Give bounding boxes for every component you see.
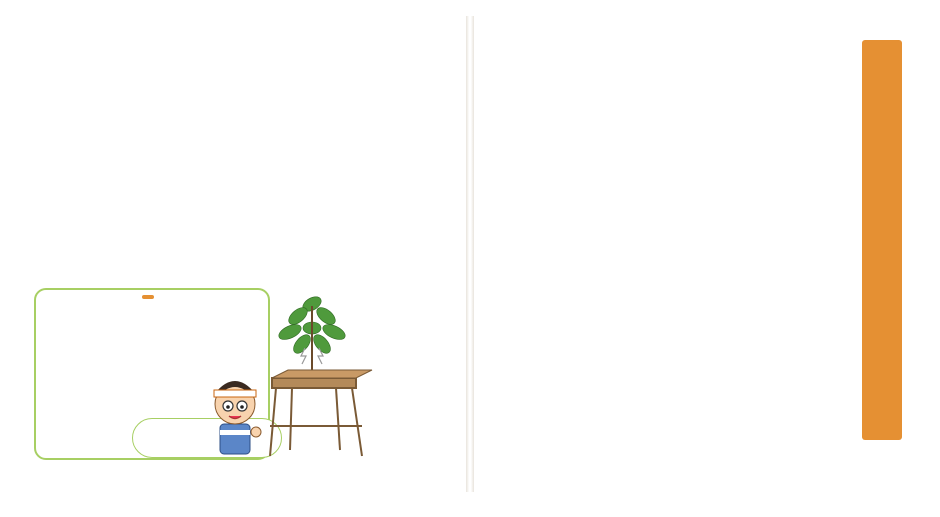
title-banner [862,40,902,440]
bottom-stripe-border [0,492,940,517]
column-box-header [142,286,158,308]
top-lantern-border [0,0,940,16]
mascot-character [204,374,266,460]
himorogi-altar-illustration [262,286,382,462]
column-box-tag [142,295,154,299]
